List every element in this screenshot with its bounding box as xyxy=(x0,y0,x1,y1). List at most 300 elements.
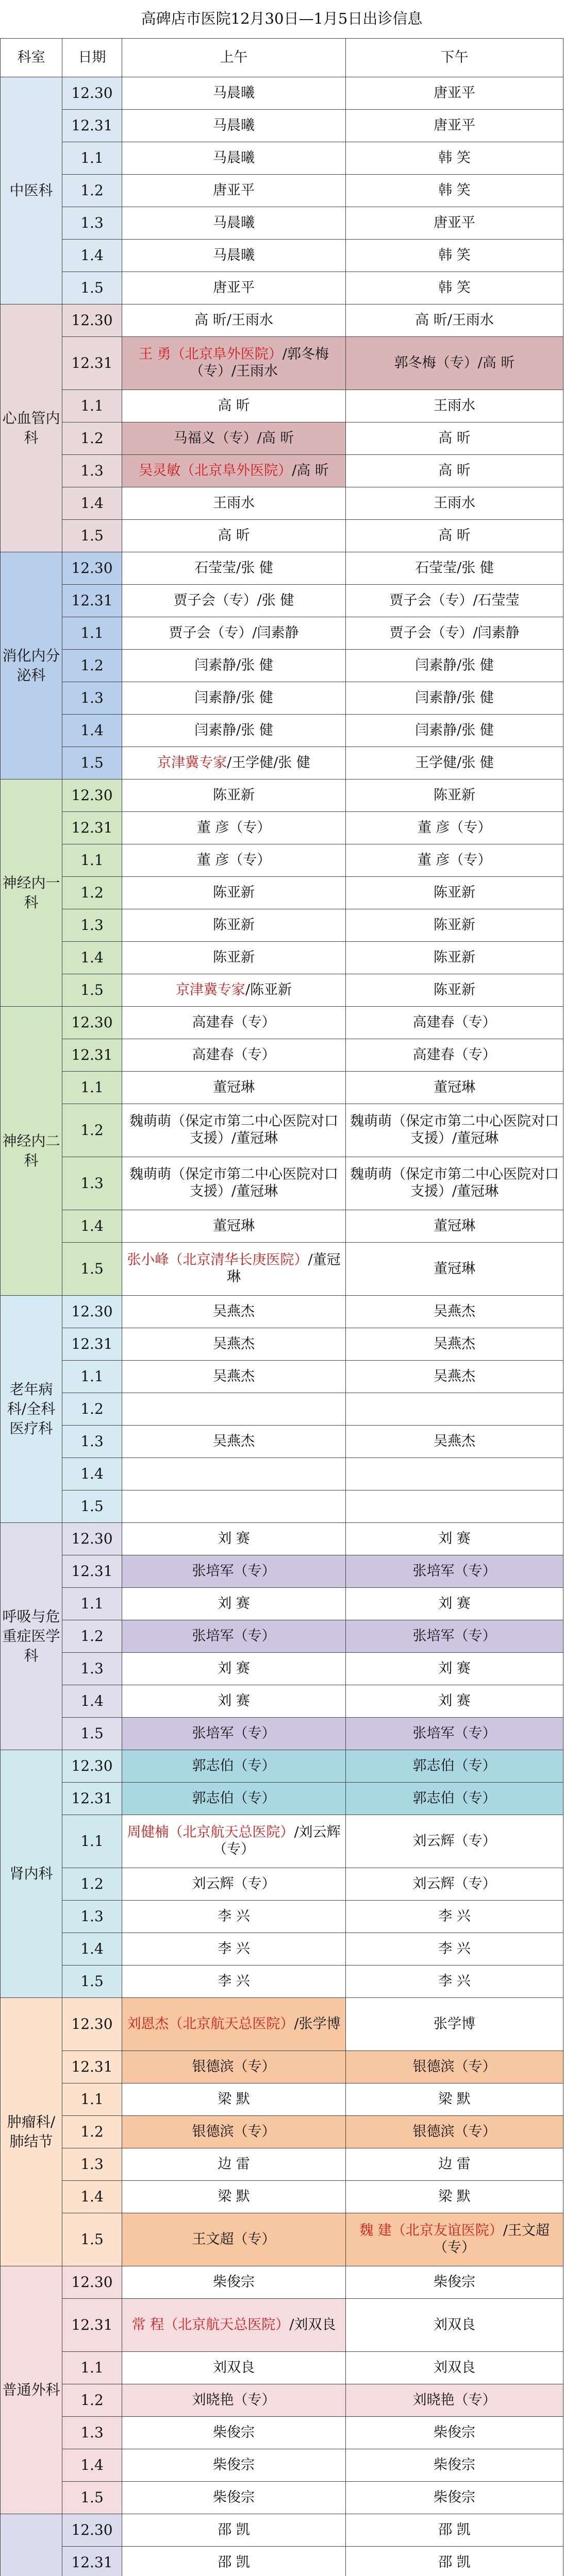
schedule-row xyxy=(1,1104,563,1157)
doctor-names: 董 彦（专） xyxy=(417,852,492,868)
afternoon-cell xyxy=(346,1296,563,1328)
doctor-names: 陈亚新 xyxy=(434,981,476,998)
afternoon-cell xyxy=(346,585,563,617)
morning-cell xyxy=(122,2051,346,2083)
morning-cell xyxy=(122,909,346,942)
schedule-row xyxy=(1,2384,563,2417)
doctor-names: 陈亚新 xyxy=(213,787,255,803)
morning-cell xyxy=(122,1243,346,1296)
doctor-names: 王学健/张 健 xyxy=(415,754,494,771)
morning-cell xyxy=(122,1157,346,1210)
doctor-names: 刘双良 xyxy=(434,2359,476,2376)
schedule-row xyxy=(1,617,563,650)
doctor-names: 刘双良 xyxy=(434,2316,476,2333)
date-cell: 1.5 xyxy=(62,1965,122,1998)
afternoon-cell xyxy=(346,1523,563,1555)
afternoon-cell xyxy=(346,110,563,142)
doctor-names: 王雨水 xyxy=(213,495,255,511)
afternoon-cell xyxy=(346,2051,563,2083)
morning-cell xyxy=(122,2116,346,2148)
date-cell: 12.30 xyxy=(62,1007,122,1039)
morning-cell xyxy=(122,240,346,272)
doctor-names: 董 彦（专） xyxy=(417,819,492,836)
morning-cell xyxy=(122,715,346,747)
afternoon-cell xyxy=(346,552,563,585)
morning-cell xyxy=(122,812,346,844)
doctor-names: 高 昕/王雨水 xyxy=(194,312,273,328)
schedule-row xyxy=(1,1393,563,1426)
doctor-names: 吴燕杰 xyxy=(434,1335,476,1352)
doctor-names: 韩 笑 xyxy=(438,279,471,296)
visiting-expert: 魏 建（北京友谊医院） xyxy=(359,2223,503,2239)
doctor-names: 董冠琳 xyxy=(213,1217,255,1234)
afternoon-cell xyxy=(346,142,563,175)
doctor-names: 李 兴 xyxy=(438,1973,471,1989)
visiting-expert: 张小峰（北京清华长庚医院） xyxy=(127,1252,308,1268)
doctor-names: 邵 凯 xyxy=(438,2554,471,2570)
afternoon-cell xyxy=(346,1901,563,1933)
doctor-names: 刘 赛 xyxy=(218,1660,250,1676)
department-name: 肿瘤科/肺结节 xyxy=(1,1998,62,2266)
doctor-names: 闫素静/张 健 xyxy=(194,722,273,738)
department-name: 呼吸与危重症医学科 xyxy=(1,1523,62,1750)
doctor-names: 柴俊宗 xyxy=(213,2489,255,2505)
doctor-names: 邵 凯 xyxy=(218,2554,250,2570)
doctor-names: 梁 默 xyxy=(218,2091,250,2107)
doctor-names: 吴燕杰 xyxy=(213,1303,255,1319)
afternoon-cell xyxy=(346,942,563,974)
schedule-row xyxy=(1,422,563,455)
doctor-names: 刘 赛 xyxy=(218,1692,250,1709)
date-cell: 12.31 xyxy=(62,2547,122,2576)
morning-cell xyxy=(122,304,346,337)
department-name: 消化内分泌科 xyxy=(1,552,62,779)
schedule-row xyxy=(1,520,563,552)
date-cell: 12.30 xyxy=(62,2266,122,2299)
header-row xyxy=(1,39,563,77)
doctor-names: 刘双良 xyxy=(213,2359,255,2376)
morning-cell xyxy=(122,974,346,1007)
doctor-names: 郭志伯（专） xyxy=(192,1757,276,1774)
morning-cell xyxy=(122,1783,346,1815)
doctor-names: 高 昕 xyxy=(218,397,250,414)
doctor-names: 陈亚新 xyxy=(434,787,476,803)
schedule-row xyxy=(1,1783,563,1815)
morning-cell xyxy=(122,422,346,455)
afternoon-cell xyxy=(346,1458,563,1490)
schedule-row xyxy=(1,1426,563,1458)
department-name xyxy=(1,2514,62,2576)
doctor-names: 王文超（专） xyxy=(192,2231,276,2247)
afternoon-cell xyxy=(346,2449,563,2482)
afternoon-cell xyxy=(346,1426,563,1458)
doctor-names: 吴燕杰 xyxy=(434,1303,476,1319)
doctor-names: 高 昕 xyxy=(438,430,471,446)
title-row xyxy=(1,0,563,39)
doctor-names: 韩 笑 xyxy=(438,149,471,166)
schedule-row xyxy=(1,1868,563,1901)
doctor-names: 高 昕 xyxy=(218,527,250,544)
morning-cell xyxy=(122,272,346,304)
doctor-names: 唐亚平 xyxy=(434,117,476,133)
afternoon-cell xyxy=(346,1685,563,1718)
morning-cell xyxy=(122,1458,346,1490)
doctor-names: 唐亚平 xyxy=(434,84,476,101)
date-cell: 12.30 xyxy=(62,2514,122,2547)
morning-cell xyxy=(122,2482,346,2514)
doctor-names: 柴俊宗 xyxy=(434,2456,476,2473)
afternoon-cell xyxy=(346,2299,563,2352)
doctor-names: 张培军（专） xyxy=(192,1628,276,1644)
date-cell: 1.2 xyxy=(62,175,122,207)
afternoon-cell xyxy=(346,1965,563,1998)
doctor-names: 魏萌萌（保定市第二中心医院对口支援）/董冠琳 xyxy=(129,1166,338,1199)
doctor-names: 李 兴 xyxy=(218,1940,250,1957)
date-cell: 1.2 xyxy=(62,2384,122,2417)
afternoon-cell xyxy=(346,337,563,390)
schedule-row xyxy=(1,1523,563,1555)
date-cell: 1.1 xyxy=(62,844,122,877)
schedule-row xyxy=(1,272,563,304)
morning-cell xyxy=(122,1685,346,1718)
afternoon-cell xyxy=(346,2417,563,2449)
afternoon-cell xyxy=(346,1157,563,1210)
morning-cell xyxy=(122,1328,346,1361)
morning-cell xyxy=(122,2299,346,2352)
morning-cell xyxy=(122,2417,346,2449)
date-cell: 1.1 xyxy=(62,2083,122,2116)
department-name: 神经内一科 xyxy=(1,779,62,1007)
date-cell: 1.4 xyxy=(62,715,122,747)
doctor-names: 郭冬梅（专）/高 昕 xyxy=(394,354,515,371)
visiting-expert: 吴灵敏（北京阜外医院） xyxy=(139,462,292,479)
date-cell: 1.5 xyxy=(62,1490,122,1523)
doctor-names: 刘晓艳（专） xyxy=(412,2392,496,2408)
schedule-row xyxy=(1,487,563,520)
afternoon-cell xyxy=(346,715,563,747)
date-cell: 1.4 xyxy=(62,2181,122,2213)
schedule-row xyxy=(1,779,563,812)
morning-cell xyxy=(122,682,346,715)
afternoon-cell xyxy=(346,1328,563,1361)
afternoon-cell xyxy=(346,1490,563,1523)
date-cell: 1.5 xyxy=(62,1718,122,1750)
morning-cell xyxy=(122,2083,346,2116)
afternoon-cell xyxy=(346,240,563,272)
date-cell: 12.30 xyxy=(62,77,122,110)
header-morning: 上午 xyxy=(122,39,346,77)
schedule-row xyxy=(1,1653,563,1685)
schedule-row xyxy=(1,1490,563,1523)
afternoon-cell xyxy=(346,175,563,207)
doctor-names: 刘 赛 xyxy=(438,1595,471,1612)
date-cell: 1.2 xyxy=(62,877,122,909)
doctor-names: 梁 默 xyxy=(438,2091,471,2107)
afternoon-cell xyxy=(346,2116,563,2148)
date-cell: 1.3 xyxy=(62,455,122,487)
schedule-row xyxy=(1,1007,563,1039)
morning-cell xyxy=(122,175,346,207)
doctor-names: 李 兴 xyxy=(438,1940,471,1957)
doctor-names: /郭冬梅（专）/王雨水 xyxy=(189,346,329,379)
morning-cell xyxy=(122,1007,346,1039)
date-cell: 1.4 xyxy=(62,1685,122,1718)
schedule-row xyxy=(1,747,563,779)
afternoon-cell xyxy=(346,1210,563,1243)
doctor-names: 张培军（专） xyxy=(412,1725,496,1741)
visiting-expert: 常 程（北京航天总医院） xyxy=(131,2316,290,2333)
afternoon-cell xyxy=(346,1933,563,1965)
doctor-names: /高 昕 xyxy=(292,462,329,479)
doctor-names: 邵 凯 xyxy=(438,2521,471,2538)
morning-cell xyxy=(122,1296,346,1328)
date-cell: 12.31 xyxy=(62,2299,122,2352)
afternoon-cell xyxy=(346,1393,563,1426)
morning-cell xyxy=(122,2266,346,2299)
doctor-names: 刘云辉（专） xyxy=(192,1875,276,1892)
doctor-names: 张学博 xyxy=(434,2015,476,2032)
morning-cell xyxy=(122,1965,346,1998)
date-cell: 12.30 xyxy=(62,779,122,812)
afternoon-cell xyxy=(346,2181,563,2213)
morning-cell xyxy=(122,1072,346,1104)
date-cell: 1.2 xyxy=(62,422,122,455)
doctor-names: 贾子会（专）/闫素静 xyxy=(169,624,299,641)
afternoon-cell xyxy=(346,1361,563,1393)
morning-cell xyxy=(122,77,346,110)
morning-cell xyxy=(122,650,346,682)
schedule-row xyxy=(1,2213,563,2266)
date-cell: 1.5 xyxy=(62,747,122,779)
doctor-names: /董冠琳 xyxy=(227,1252,341,1285)
doctor-names: 贾子会（专）/石莹莹 xyxy=(389,592,520,608)
doctor-names: 吴燕杰 xyxy=(434,1433,476,1449)
schedule-row xyxy=(1,812,563,844)
morning-cell xyxy=(122,1901,346,1933)
morning-cell xyxy=(122,337,346,390)
doctor-names: 王雨水 xyxy=(434,397,476,414)
afternoon-cell xyxy=(346,844,563,877)
morning-cell xyxy=(122,585,346,617)
doctor-names: 刘云辉（专） xyxy=(412,1833,496,1849)
schedule-row xyxy=(1,1901,563,1933)
afternoon-cell xyxy=(346,455,563,487)
morning-cell xyxy=(122,110,346,142)
afternoon-cell xyxy=(346,77,563,110)
date-cell: 1.4 xyxy=(62,240,122,272)
doctor-names: 董冠琳 xyxy=(434,1260,476,1277)
morning-cell xyxy=(122,617,346,650)
department-name: 老年病科/全科医疗科 xyxy=(1,1296,62,1523)
date-cell: 1.2 xyxy=(62,1104,122,1157)
schedule-row xyxy=(1,240,563,272)
morning-cell xyxy=(122,552,346,585)
schedule-row xyxy=(1,1210,563,1243)
afternoon-cell xyxy=(346,422,563,455)
morning-cell xyxy=(122,1718,346,1750)
afternoon-cell xyxy=(346,1750,563,1783)
afternoon-cell xyxy=(346,2083,563,2116)
doctor-names: 唐亚平 xyxy=(434,214,476,231)
doctor-names: 刘 赛 xyxy=(218,1530,250,1547)
schedule-row xyxy=(1,2266,563,2299)
schedule-row xyxy=(1,1243,563,1296)
doctor-names: 唐亚平 xyxy=(213,182,255,198)
afternoon-cell xyxy=(346,2482,563,2514)
doctor-names: 柴俊宗 xyxy=(213,2424,255,2441)
doctor-names: 董 彦（专） xyxy=(196,819,271,836)
morning-cell xyxy=(122,1868,346,1901)
doctor-names: 李 兴 xyxy=(218,1908,250,1924)
afternoon-cell xyxy=(346,1653,563,1685)
morning-cell xyxy=(122,1555,346,1588)
morning-cell xyxy=(122,2384,346,2417)
header-date: 日期 xyxy=(62,39,122,77)
doctor-names: 柴俊宗 xyxy=(434,2274,476,2290)
doctor-names: 边 雷 xyxy=(218,2156,250,2172)
doctor-names: 张培军（专） xyxy=(192,1563,276,1579)
doctor-names: 银德滨（专） xyxy=(412,2123,496,2140)
doctor-names: 马晨曦 xyxy=(213,84,255,101)
date-cell: 12.30 xyxy=(62,1523,122,1555)
date-cell: 1.1 xyxy=(62,390,122,422)
doctor-names: 张培军（专） xyxy=(412,1628,496,1644)
doctor-names: 高 昕 xyxy=(438,527,471,544)
afternoon-cell xyxy=(346,2266,563,2299)
schedule-row xyxy=(1,2547,563,2576)
doctor-names: 董冠琳 xyxy=(434,1217,476,1234)
date-cell: 1.4 xyxy=(62,487,122,520)
schedule-row xyxy=(1,1555,563,1588)
doctor-names: 刘晓艳（专） xyxy=(192,2392,276,2408)
schedule-row xyxy=(1,337,563,390)
doctor-names: 刘 赛 xyxy=(438,1660,471,1676)
schedule-row xyxy=(1,1685,563,1718)
afternoon-cell xyxy=(346,1620,563,1653)
schedule-row xyxy=(1,1296,563,1328)
schedule-row xyxy=(1,2116,563,2148)
morning-cell xyxy=(122,1210,346,1243)
header-afternoon: 下午 xyxy=(346,39,563,77)
header-department: 科室 xyxy=(1,39,62,77)
schedule-row xyxy=(1,2051,563,2083)
visiting-expert: 京津冀专家 xyxy=(157,754,227,771)
doctor-names: 刘 赛 xyxy=(218,1595,250,1612)
date-cell: 12.31 xyxy=(62,2051,122,2083)
department-name: 心血管内科 xyxy=(1,304,62,552)
schedule-row xyxy=(1,1620,563,1653)
morning-cell xyxy=(122,942,346,974)
date-cell: 1.1 xyxy=(62,1361,122,1393)
doctor-names: 梁 默 xyxy=(438,2188,471,2205)
doctor-names: 梁 默 xyxy=(218,2188,250,2205)
date-cell: 1.4 xyxy=(62,1210,122,1243)
morning-cell xyxy=(122,455,346,487)
morning-cell xyxy=(122,520,346,552)
doctor-names: 陈亚新 xyxy=(434,917,476,933)
afternoon-cell xyxy=(346,2384,563,2417)
doctor-names: 高 昕 xyxy=(438,462,471,479)
doctor-names: 刘 赛 xyxy=(438,1692,471,1709)
date-cell: 1.3 xyxy=(62,1426,122,1458)
schedule-row xyxy=(1,2352,563,2384)
doctor-names: 陈亚新 xyxy=(434,884,476,901)
doctor-names: /王学健/张 健 xyxy=(227,754,310,771)
morning-cell xyxy=(122,1039,346,1072)
date-cell: 12.30 xyxy=(62,1998,122,2051)
doctor-names: 闫素静/张 健 xyxy=(415,689,494,706)
doctor-names: 马晨曦 xyxy=(213,117,255,133)
date-cell: 1.2 xyxy=(62,1620,122,1653)
date-cell: 12.30 xyxy=(62,552,122,585)
morning-cell xyxy=(122,142,346,175)
afternoon-cell xyxy=(346,1783,563,1815)
department-name: 神经内二科 xyxy=(1,1007,62,1296)
morning-cell xyxy=(122,1933,346,1965)
afternoon-cell xyxy=(346,779,563,812)
doctor-names: 吴燕杰 xyxy=(213,1433,255,1449)
afternoon-cell xyxy=(346,1039,563,1072)
doctor-names: 高建春（专） xyxy=(412,1014,496,1030)
schedule-row xyxy=(1,650,563,682)
date-cell: 1.5 xyxy=(62,272,122,304)
schedule-row xyxy=(1,877,563,909)
doctor-names: 刘云辉（专） xyxy=(412,1875,496,1892)
date-cell: 1.3 xyxy=(62,682,122,715)
morning-cell xyxy=(122,207,346,240)
doctor-names: 石莹莹/张 健 xyxy=(415,560,494,576)
doctor-names: 魏萌萌（保定市第二中心医院对口支援）/董冠琳 xyxy=(350,1166,559,1199)
date-cell: 1.2 xyxy=(62,1868,122,1901)
afternoon-cell xyxy=(346,207,563,240)
morning-cell xyxy=(122,2449,346,2482)
doctor-names: 吴燕杰 xyxy=(434,1368,476,1384)
afternoon-cell xyxy=(346,1998,563,2051)
doctor-names: 闫素静/张 健 xyxy=(194,689,273,706)
doctor-names: 陈亚新 xyxy=(434,949,476,965)
schedule-row xyxy=(1,1998,563,2051)
schedule-row xyxy=(1,175,563,207)
afternoon-cell xyxy=(346,487,563,520)
schedule-row xyxy=(1,1361,563,1393)
afternoon-cell xyxy=(346,812,563,844)
doctor-names: 唐亚平 xyxy=(213,279,255,296)
afternoon-cell xyxy=(346,304,563,337)
afternoon-cell xyxy=(346,1243,563,1296)
department-name: 肾内科 xyxy=(1,1750,62,1998)
visiting-expert: 周健楠（北京航天总医院） xyxy=(127,1824,294,1841)
date-cell: 1.1 xyxy=(62,1072,122,1104)
doctor-names: 高建春（专） xyxy=(192,1014,276,1030)
schedule-row xyxy=(1,2482,563,2514)
afternoon-cell xyxy=(346,974,563,1007)
schedule-row xyxy=(1,1328,563,1361)
morning-cell xyxy=(122,390,346,422)
date-cell: 12.30 xyxy=(62,1296,122,1328)
doctor-names: 银德滨（专） xyxy=(412,2058,496,2075)
doctor-names: 边 雷 xyxy=(438,2156,471,2172)
afternoon-cell xyxy=(346,650,563,682)
doctor-names: 王雨水 xyxy=(434,495,476,511)
date-cell: 1.3 xyxy=(62,2417,122,2449)
doctor-names: 董冠琳 xyxy=(434,1079,476,1095)
doctor-names: /刘云辉（专） xyxy=(213,1824,341,1857)
morning-cell xyxy=(122,1361,346,1393)
doctor-names: /张学博 xyxy=(294,2015,341,2032)
date-cell: 1.1 xyxy=(62,1588,122,1620)
visiting-expert: 刘恩杰（北京航天总医院） xyxy=(127,2015,294,2032)
date-cell: 1.3 xyxy=(62,909,122,942)
